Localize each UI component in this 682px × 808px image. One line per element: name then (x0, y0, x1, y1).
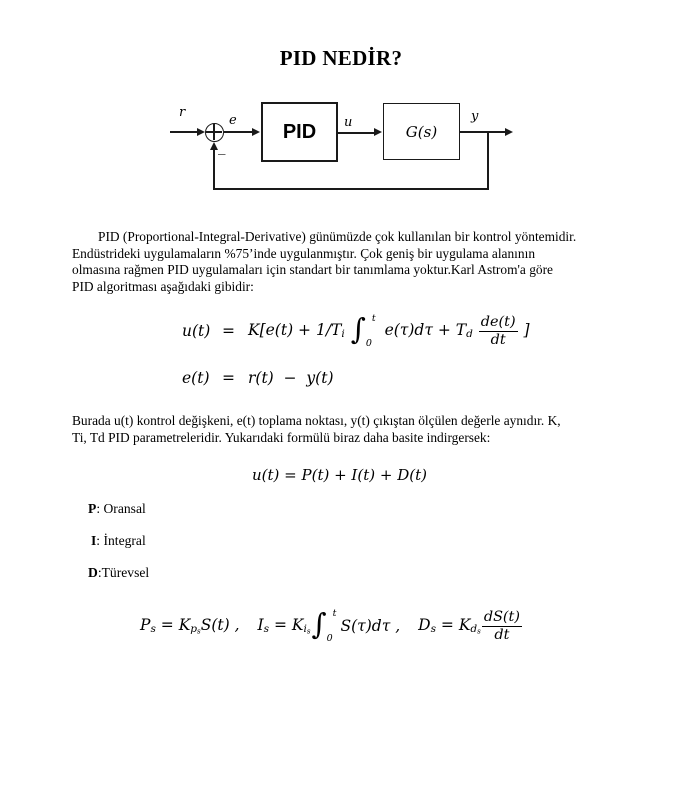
eq1-rhs: K[e(t) + 1/Ti ∫ t 0 e(τ)dτ + Td $\frac{de(t)}{dt}$ ] (248, 312, 530, 349)
input-arrowhead (197, 128, 205, 136)
eq2-equals: = (222, 369, 235, 387)
derivative-fraction: $\frac{de(t)}{dt}$ (480, 314, 516, 348)
paragraph-line: PID algoritması aşağıdaki gibidir: (72, 278, 254, 294)
eq2-rhs: r(t) − y(t) (248, 369, 334, 387)
legend-derivative (88, 565, 149, 581)
control-line (338, 132, 376, 134)
equation-pid-terms (140, 604, 523, 648)
feedback-line-right (487, 131, 489, 190)
pid-block-label: PID (282, 120, 317, 143)
legend-i-key: I (91, 533, 97, 548)
legend-p-key: P (88, 501, 97, 516)
legend-i-value: : İntegral (96, 533, 146, 548)
error-arrowhead (252, 128, 260, 136)
signal-label-u: u (344, 115, 353, 130)
feedback-line-bottom (213, 188, 489, 190)
integral-term: Is = Kis ∫ t 0 S(τ)dτ , (257, 607, 401, 644)
legend-proportional (88, 501, 146, 517)
paragraph-line: Burada u(t) kontrol değişkeni, e(t) toplama noktası, y(t) çıkıştan ölçülen değerle aynıdır. K, (72, 413, 561, 428)
paragraph-line: PID (Proportional-Integral-Derivative) günümüzde çok kullanılan bir kontrol yöntemidir. (98, 229, 577, 244)
eq2-lhs: e(t) (182, 369, 210, 387)
derivative-term: Ds = Kds $\frac{dS(t)}{dt}$ (418, 609, 520, 643)
eq1-equals: = (222, 322, 235, 340)
equation-error (182, 367, 334, 389)
pid-block-diagram (0, 95, 682, 200)
paragraph-line: Ti, Td PID parametreleridir. Yukarıdaki formülü biraz daha basite indirgersek: (72, 429, 491, 445)
legend-d-key: D (88, 565, 98, 580)
signal-label-r: r (179, 105, 186, 120)
feedback-arrowhead (210, 142, 218, 150)
derivative-fraction: $\frac{dS(t)}{dt}$ (483, 609, 520, 643)
legend-p-value: : Oransal (96, 501, 146, 516)
pid-block (261, 102, 338, 162)
page-title: PID NEDİR? (279, 46, 403, 70)
plant-block (383, 103, 460, 160)
eq1-lhs: u(t) (182, 322, 211, 340)
equation-pid-law (182, 307, 530, 355)
output-arrowhead (505, 128, 513, 136)
paragraph-line: Endüstrideki uygulamaların %75’inde uygulanmıştır. Çok geniş bir uygulama alanının (72, 245, 536, 261)
output-line (460, 131, 507, 133)
input-line (170, 131, 199, 133)
legend-d-value: :Türevsel (97, 565, 150, 580)
integral-symbol: ∫ t 0 (311, 607, 337, 644)
equation-simplified: u(t) = P(t) + I(t) + D(t) (252, 466, 427, 484)
proportional-term: Ps = KpsS(t) , (140, 616, 240, 636)
control-arrowhead (374, 128, 382, 136)
minus-sign: _ (218, 137, 226, 155)
paragraph-line: olmasına rağmen PID uygulamaları için standart bir tanımlama yoktur.Karl Astrom'a göre (72, 262, 554, 277)
plant-block-label: G(s) (405, 122, 438, 141)
intro-paragraph (72, 229, 617, 295)
signal-label-y: y (471, 109, 479, 124)
signal-label-e: e (229, 113, 237, 128)
integral-symbol: ∫ t 0 (350, 312, 376, 349)
legend-integral (91, 533, 146, 549)
explanation-paragraph (72, 413, 617, 446)
error-line (224, 131, 254, 133)
feedback-line-left (213, 147, 215, 190)
